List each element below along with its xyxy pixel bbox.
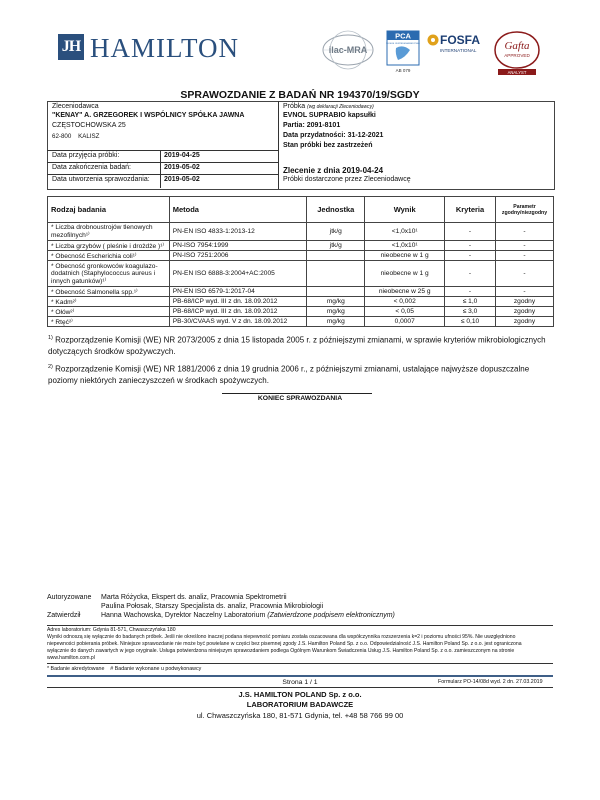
fosfa-subtitle: INTERNATIONAL [440, 48, 477, 53]
row-test-type: * Ołów²⁾ [48, 307, 170, 317]
pca-subtitle: POLSKIE CENTRUM AKREDYTACJI [386, 43, 420, 45]
row-criteria: ≤ 0,10 [445, 317, 496, 327]
header-param: Parametr zgodny/niezgodny [495, 197, 553, 223]
date-received-label: Data przyjęcia próbki: [52, 152, 120, 159]
gafta-analyst-text: ANALYST [507, 70, 527, 75]
form-code: Formularz PO-14/08d wyd. 2 dn. 27.03.2019 [438, 679, 543, 685]
sample-state: Stan próbki bez zastrzeżeń [283, 142, 373, 149]
client-label: Zleceniodawca [52, 103, 99, 110]
date-created-value: 2019-05-02 [164, 176, 200, 183]
footnote-1-text: Rozporządzenie Komisji (WE) NR 2073/2005 z dnia 15 listopada 2005 r. z późniejszymi zmianami, w sprawie kryteriów mikrobiologicznych dotyczących środków spożywczych. [48, 335, 546, 356]
footer-lab: LABORATORIUM BADAWCZE [246, 700, 354, 709]
row-method: PB-30/CVAAS wyd. V z dn. 18.09.2012 [169, 317, 307, 327]
gafta-text: Gafta [504, 40, 530, 52]
table-row [48, 241, 554, 251]
report-title: SPRAWOZDANIE Z BADAŃ NR 194370/19/SGDY [180, 89, 420, 101]
row-method: PN-EN ISO 4833-1:2013-12 [169, 223, 307, 241]
row-result: nieobecne w 25 g [365, 287, 445, 297]
authorized-label: Autoryzowane [47, 594, 92, 601]
row-param: zgodny [495, 317, 553, 327]
row-method: PB-68/ICP wyd. III z dn. 18.09.2012 [169, 297, 307, 307]
table-row [48, 223, 554, 241]
row-unit [307, 287, 365, 297]
footnote-2-mark: 2) [48, 364, 53, 370]
date-received-value: 2019-04-25 [164, 152, 200, 159]
row-criteria: - [445, 241, 496, 251]
row-test-type: * Obecność gronkowców koagulazo-dodatnich (Staphylococcus aureus i innych gatunków)¹⁾ [48, 261, 170, 287]
website-text: www.hamilton.com.pl [47, 655, 95, 661]
sample-label-note: (wg deklaracji Zleceniodawcy) [307, 104, 374, 110]
disclaimer-line-3: wyłącznie do danych zawartych w jego oryginale. Usługa potwierdzona niniejszym sprawozdaniem podlega Ogólnym Warunkom Świadczenia Usług J.S. Hamilton Poland Sp. z o.o. zamieszczonym na stronie [47, 648, 515, 654]
row-unit [307, 251, 365, 261]
signatory-2: Paulina Połosak, Starszy Specjalista ds. analiz, Pracownia Mikrobiologii [101, 603, 324, 610]
table-row [48, 317, 554, 327]
footnote-1 [48, 333, 548, 357]
row-method: PN-ISO 7954:1999 [169, 241, 307, 251]
pca-accreditation-logo [386, 30, 420, 74]
signatory-1: Marta Różycka, Ekspert ds. analiz, Pracownia Spektrometrii [101, 594, 287, 601]
table-row [48, 297, 554, 307]
hamilton-monogram-logo: JH [58, 34, 84, 60]
row-method: PN-EN ISO 6888-3:2004+AC:2005 [169, 261, 307, 287]
footer-company: J.S. HAMILTON POLAND Sp. z o.o. [238, 690, 362, 699]
hamilton-logo-text: HAMILTON [90, 33, 240, 63]
row-criteria: ≤ 1,0 [445, 297, 496, 307]
row-result: nieobecne w 1 g [365, 261, 445, 287]
client-street: CZĘSTOCHOWSKA 25 [52, 122, 126, 129]
row-criteria: - [445, 251, 496, 261]
row-param: zgodny [495, 297, 553, 307]
footnote-2-text: Rozporządzenie Komisji (WE) NR 1881/2006 z dnia 19 grudnia 2006 r., z późniejszymi zmianami, ustalające najwyższe dopuszczalne poziomy niektórych zanieczyszczeń w środkach spożywczych. [48, 364, 530, 385]
row-criteria: ≤ 3,0 [445, 307, 496, 317]
disclaimer-line-1: Wyniki odnoszą się wyłącznie do badanych próbek. Jeśli nie określono inaczej podana niepewność pomiaru została oszacowana dla współczynnika rozszerzenia k=2 i poziomu ufności 95%. Nie uwzględniono [47, 634, 516, 640]
ilac-mra-text: ilac-MRA [328, 45, 368, 55]
table-row [48, 287, 554, 297]
disclaimer-line-2: niepewności pobierania próbek. Niniejsze sprawozdanie nie może być powielane w części bez pisemnej zgody J.S. Hamilton Poland Sp. z o.o. Odpowiedzialność J.S. Hamilton Poland Sp. z o.o. jest ograniczona [47, 641, 522, 647]
client-city: 62-800 KALISZ [52, 133, 100, 140]
sample-label [283, 103, 374, 112]
fosfa-text: FOSFA [440, 33, 480, 47]
row-param: - [495, 241, 553, 251]
row-unit: mg/kg [307, 297, 365, 307]
row-test-type: * Liczba grzybów ( pleśnie i drożdże )¹⁾ [48, 241, 170, 251]
page-number: Strona 1 / 1 [282, 679, 318, 686]
fosfa-logo [426, 30, 480, 60]
signatory-3 [101, 612, 395, 621]
accreditation-legend: * Badanie akredytowane # Badanie wykonane u podwykonawcy [47, 666, 202, 672]
row-test-type: * Liczba drobnoustrojów tlenowych mezofilnych¹⁾ [48, 223, 170, 241]
client-name: "KENAY" A. GRZEGOREK I WSPÓLNICY SPÓŁKA JAWNA [52, 112, 245, 119]
row-unit: jtk/g [307, 241, 365, 251]
sample-expiry: Data przydatności: 31-12-2021 [283, 132, 384, 139]
results-table [47, 196, 554, 327]
footnote-1-mark: 1) [48, 335, 53, 341]
sample-name: EVNOL SUPRABIO kapsułki [283, 112, 376, 119]
row-test-type: * Obecność Salmonella spp.¹⁾ [48, 287, 170, 297]
row-test-type: * Kadm²⁾ [48, 297, 170, 307]
row-param: - [495, 261, 553, 287]
signatory-3-name: Hanna Wachowska, Dyrektor Naczelny Laboratorium [101, 612, 266, 619]
row-result: < 0,002 [365, 297, 445, 307]
row-criteria: - [445, 223, 496, 241]
order-date: Zlecenie z dnia 2019-04-24 [283, 166, 384, 175]
pca-text: PCA [395, 31, 411, 41]
row-result: < 0,05 [365, 307, 445, 317]
sample-batch: Partia: 2091-8101 [283, 122, 341, 129]
pca-code: AB 079 [395, 68, 411, 73]
gafta-approved-text: APPROVED [504, 53, 530, 58]
sample-delivery: Próbki dostarczone przez Zleceniodawcę [283, 176, 411, 183]
ilac-mra-logo [322, 30, 374, 70]
footer-address: ul. Chwaszczyńska 180, 81-571 Gdynia, tel. +48 58 766 99 00 [196, 711, 404, 720]
approved-label: Zatwierdził [47, 612, 81, 619]
lab-address: Adres laboratorium: Gdynia 81-571, Chwaszczyńska 180 [47, 627, 176, 633]
row-result: 0,0007 [365, 317, 445, 327]
row-method: PN-ISO 7251:2006 [169, 251, 307, 261]
header-method: Metoda [169, 197, 307, 223]
date-completed-label: Data zakończenia badań: [52, 164, 131, 171]
row-unit: jtk/g [307, 223, 365, 241]
date-created-label: Data utworzenia sprawozdania: [52, 176, 150, 183]
row-param: - [495, 223, 553, 241]
date-completed-value: 2019-05-02 [164, 164, 200, 171]
row-criteria: - [445, 261, 496, 287]
row-criteria: - [445, 287, 496, 297]
row-unit: mg/kg [307, 317, 365, 327]
table-row [48, 261, 554, 287]
row-test-type: * Rtęć²⁾ [48, 317, 170, 327]
footnote-2 [48, 362, 548, 386]
sample-label-text: Próbka [283, 103, 306, 110]
row-result: nieobecne w 1 g [365, 251, 445, 261]
gafta-approved-analyst-logo [492, 30, 542, 76]
table-header-row [48, 197, 554, 223]
row-test-type: * Obecność Escherichia coli¹⁾ [48, 251, 170, 261]
header-result: Wynik [365, 197, 445, 223]
row-unit: mg/kg [307, 307, 365, 317]
table-row [48, 251, 554, 261]
row-unit [307, 261, 365, 287]
header-unit: Jednostka [307, 197, 365, 223]
row-param: zgodny [495, 307, 553, 317]
table-row [48, 307, 554, 317]
row-result: <1,0x10¹ [365, 223, 445, 241]
header-criteria: Kryteria [445, 197, 496, 223]
header-test-type: Rodzaj badania [48, 197, 170, 223]
end-of-report: KONIEC SPRAWOZDANIA [257, 395, 343, 402]
row-method: PB-68/ICP wyd. III z dn. 18.09.2012 [169, 307, 307, 317]
row-result: <1,0x10¹ [365, 241, 445, 251]
row-param: - [495, 251, 553, 261]
row-method: PN-EN ISO 6579-1:2017-04 [169, 287, 307, 297]
signatory-3-note: (Zatwierdzone podpisem elektronicznym) [267, 612, 395, 619]
row-param: - [495, 287, 553, 297]
